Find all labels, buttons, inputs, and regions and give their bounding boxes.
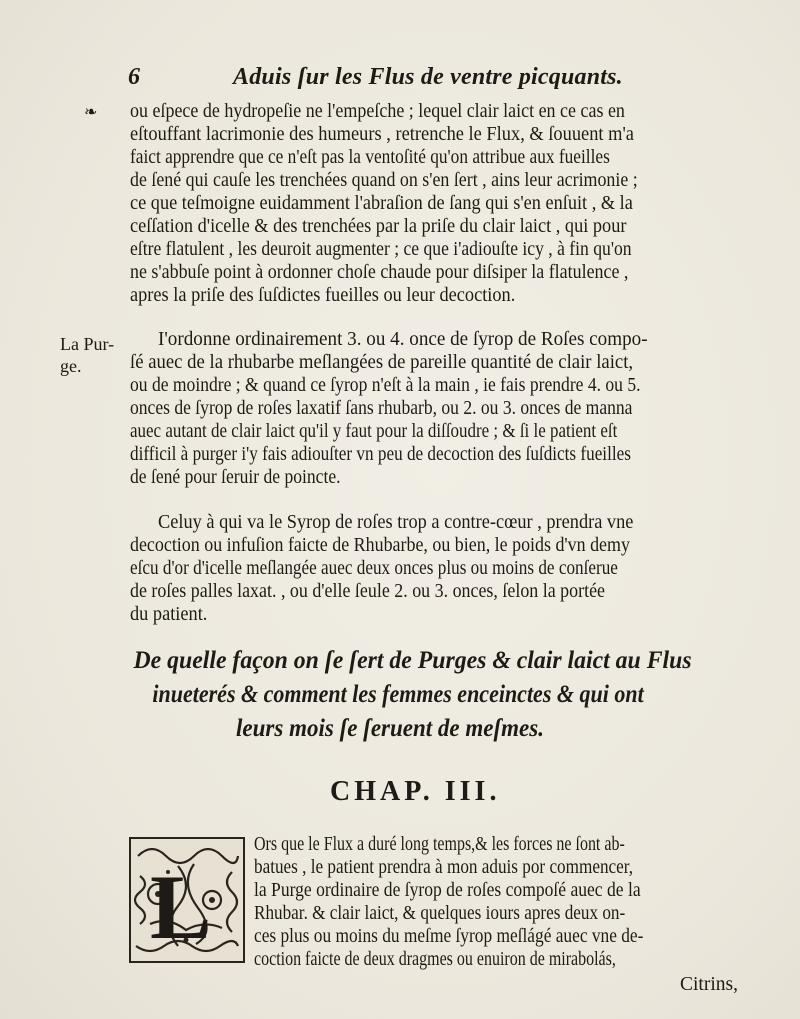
initial-glyph: L bbox=[150, 856, 212, 958]
subheading-line: De quelle façon on ſe ſert de Purges & clair laict au Flus bbox=[133, 647, 692, 674]
text-line: Celuy à qui va le Syrop de roſes trop a contre-cœur , prendra vne bbox=[158, 512, 634, 533]
decorated-initial-letter bbox=[128, 836, 246, 964]
text-line: ſé auec de la rhubarbe meſlangées de pareille quantité de clair laict, bbox=[130, 352, 634, 373]
text-line: ou eſpece de hydropeſie ne l'empeſche ; lequel clair laict en ce cas en bbox=[130, 101, 625, 122]
text-line: difficil à purger i'y fais adiouſter vn peu de decoction des ſuſdicts fueilles bbox=[130, 444, 631, 465]
text-line: decoction ou infuſion faicte de Rhubarbe, ou bien, le poids d'vn demy bbox=[130, 535, 630, 556]
text-line: de ſené pour ſeruir de poincte. bbox=[130, 467, 341, 488]
catchword: Citrins, bbox=[680, 974, 738, 995]
text-line: Rhubar. & clair laict, & quelques iours apres deux on- bbox=[254, 903, 626, 924]
ornament-initial-icon bbox=[128, 836, 246, 964]
text-line: coction faicte de deux dragmes ou enuiron de mirabolás, bbox=[254, 949, 616, 970]
text-line: ce que teſmoigne euidamment l'abraſion de ſang qui s'en enſuit , & la bbox=[130, 193, 633, 214]
text-line: faict apprendre que ce n'eſt pas la ventoſité qu'on attribue aux fueilles bbox=[130, 147, 610, 168]
text-line: onces de ſyrop de roſes laxatif ſans rhubarb, ou 2. ou 3. onces de manna bbox=[130, 398, 633, 419]
text-line: eſtouffant lacrimonie des humeurs , retrenche le Flux, & ſouuent m'a bbox=[130, 124, 634, 145]
text-line: eſtre flatulent , les deuroit augmenter ; ce que i'adiouſte icy , à fin qu'on bbox=[130, 239, 632, 260]
text-line: I'ordonne ordinairement 3. ou 4. once de ſyrop de Roſes compo- bbox=[158, 329, 648, 350]
text-line: ne s'abbuſe point à ordonner choſe chaude pour diſsiper la flatulence , bbox=[130, 262, 629, 283]
text-line: ceſſation d'icelle & des trenchées par la priſe du clair laict , qui pour bbox=[130, 216, 627, 237]
text-line: ces plus ou moins du meſme ſyrop meſlágé auec vne de- bbox=[254, 926, 644, 947]
marginal-mark: ❧ bbox=[84, 104, 98, 121]
text-line: batues , le patient prendra à mon aduis por commencer, bbox=[254, 857, 634, 878]
margin-note-line: La Pur- bbox=[60, 334, 115, 354]
text-line: de roſes palles laxat. , ou d'elle ſeule 2. ou 3. onces, ſelon la portée bbox=[130, 581, 606, 602]
running-title: Aduis ſur les Flus de ventre picquants. bbox=[233, 64, 623, 90]
chapter-title: CHAP. III. bbox=[330, 776, 501, 807]
margin-note-line: ge. bbox=[60, 356, 82, 376]
text-line: du patient. bbox=[130, 604, 208, 625]
text-line: apres la priſe des ſuſdictes fueilles ou leur decoction. bbox=[130, 285, 516, 306]
subheading-line: leurs mois ſe ſeruent de meſmes. bbox=[236, 715, 544, 742]
subheading-line: inueterés & comment les femmes enceinctes & qui ont bbox=[152, 681, 644, 708]
text-line: auec autant de clair laict qu'il y faut pour la diſſoudre ; & ſi le patient eſt bbox=[130, 421, 618, 442]
text-line: Ors que le Flux a duré long temps,& les forces ne ſont ab- bbox=[254, 834, 625, 855]
text-line: de ſené qui cauſe les trenchées quand on s'en ſert , ains leur acrimonie ; bbox=[130, 170, 638, 191]
running-header bbox=[128, 62, 688, 96]
text-line: ou de moindre ; & quand ce ſyrop n'eſt à la main , ie fais prendre 4. ou 5. bbox=[130, 375, 641, 396]
page-number: 6 bbox=[128, 64, 140, 90]
margin-note bbox=[60, 333, 114, 377]
text-line: eſcu d'or d'icelle meſlangée auec deux onces plus ou moins de conſerue bbox=[130, 558, 618, 579]
text-line: la Purge ordinaire de ſyrop de roſes compoſé auec de la bbox=[254, 880, 641, 901]
